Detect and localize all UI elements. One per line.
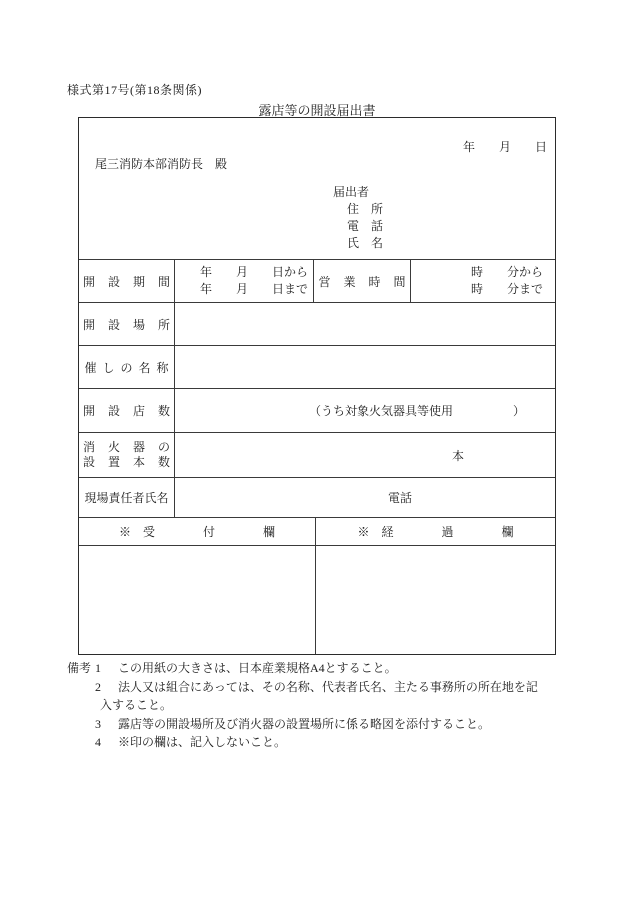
site-manager-row [79, 478, 555, 518]
remark-indent-spacer [67, 696, 95, 715]
notifier-field-name: 氏 名 [347, 236, 384, 250]
stall-count-label: 開設店数 [82, 404, 183, 418]
date-line: 年 月 日 [462, 140, 547, 154]
remarks-section [67, 659, 587, 752]
stall-count-label-cell [79, 389, 183, 432]
remark-line-3 [67, 715, 587, 734]
site-manager-label: 現場責任者氏名 [84, 491, 169, 505]
remark-line-2-continuation [67, 696, 587, 715]
form-number: 様式第17号(第18条関係) [67, 83, 202, 97]
notifier-title: 届出者 [333, 185, 370, 199]
remark-indent-spacer [67, 715, 95, 734]
stall-count-row [79, 389, 555, 433]
notifier-field-address: 住 所 [347, 202, 384, 216]
notifier-block [333, 184, 383, 252]
event-name-label: 催しの名称 [84, 360, 175, 375]
reception-column-header-cell [79, 518, 316, 545]
extinguisher-label-line2: 設置本数 [82, 455, 183, 469]
remark-indent-spacer [67, 733, 95, 752]
remark-line-2 [67, 678, 587, 697]
progress-column-header-cell [316, 518, 555, 545]
remark-2-continuation-text: 入すること。 [100, 698, 173, 712]
manager-phone-label: 電話 [388, 491, 413, 505]
form-header-section [79, 118, 555, 260]
office-use-header-row [79, 518, 555, 546]
period-to: 年 月 日まで [199, 282, 308, 296]
remark-indent-spacer [67, 678, 95, 697]
time-from: 時 分から [470, 265, 543, 279]
fire-appliance-note: （うち対象火気器具等使用 ） [309, 404, 526, 418]
opening-place-label: 開設場所 [82, 317, 183, 332]
extinguisher-unit: 本 [452, 448, 465, 463]
business-hours-label-cell [314, 260, 419, 302]
event-name-row [79, 346, 555, 389]
extinguisher-count-row [79, 433, 555, 478]
time-to: 時 分まで [470, 282, 543, 296]
notification-form-table [78, 117, 556, 655]
opening-period-label-cell [79, 260, 183, 302]
remark-1-number: 1 [95, 661, 101, 675]
event-name-label-cell [79, 346, 175, 388]
business-hours-label: 営業時間 [318, 274, 419, 289]
site-manager-label-cell [79, 478, 175, 517]
event-name-value-cell [175, 346, 555, 388]
addressee: 尾三消防本部消防長 殿 [95, 157, 228, 171]
extinguisher-value-cell [175, 433, 555, 477]
remark-4-text: ※印の欄は、記入しないこと。 [118, 735, 287, 749]
remark-3-number: 3 [95, 716, 101, 731]
office-use-entry-row [79, 546, 555, 654]
opening-place-label-cell [79, 303, 183, 345]
period-from: 年 月 日から [199, 265, 308, 279]
remarks-label: 備考 [67, 661, 92, 675]
opening-place-value-cell [175, 303, 555, 345]
remark-2-number: 2 [95, 679, 101, 694]
site-manager-value-cell [175, 478, 555, 517]
opening-period-row [79, 260, 555, 303]
remark-1-text: この用紙の大きさは、日本産業規格A4とすること。 [118, 661, 397, 675]
form-title: 露店等の開設届出書 [258, 103, 376, 118]
progress-entry-cell [316, 546, 555, 654]
stall-count-value-cell [175, 389, 555, 432]
opening-period-label: 開設期間 [82, 274, 183, 289]
remark-line-4 [67, 733, 587, 752]
notifier-field-phone: 電 話 [347, 219, 384, 233]
reception-entry-cell [79, 546, 316, 654]
opening-place-row [79, 303, 555, 346]
remark-3-text: 露店等の開設場所及び消火器の設置場所に係る略図を添付すること。 [118, 716, 491, 731]
reception-column-header: ※ 受 付 欄 [118, 525, 275, 539]
progress-column-header: ※ 経 過 欄 [357, 525, 514, 539]
business-hours-value-cell [411, 260, 555, 302]
remark-line-1 [67, 659, 587, 678]
remark-4-number: 4 [95, 735, 101, 749]
remark-2-text: 法人又は組合にあっては、その名称、代表者氏名、主たる事務所の所在地を記 [118, 679, 538, 694]
opening-period-value-cell [175, 260, 314, 302]
extinguisher-label-line1: 消火器の [82, 440, 183, 454]
extinguisher-label-cell [79, 433, 183, 477]
